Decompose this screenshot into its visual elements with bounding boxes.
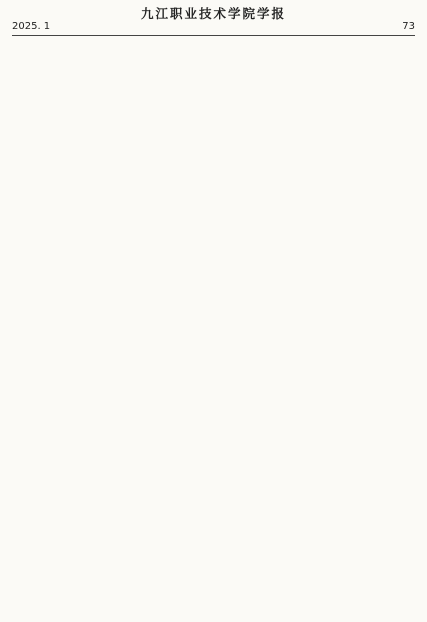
right-column bbox=[222, 42, 415, 622]
page-number: 73 bbox=[402, 21, 415, 32]
body-columns bbox=[12, 42, 415, 622]
header-rule bbox=[12, 35, 415, 36]
journal-title: 九江职业技术学院学报 bbox=[140, 6, 286, 21]
running-header bbox=[12, 20, 415, 33]
issue-number: 2025. 1 bbox=[12, 21, 51, 32]
left-column bbox=[12, 42, 205, 622]
